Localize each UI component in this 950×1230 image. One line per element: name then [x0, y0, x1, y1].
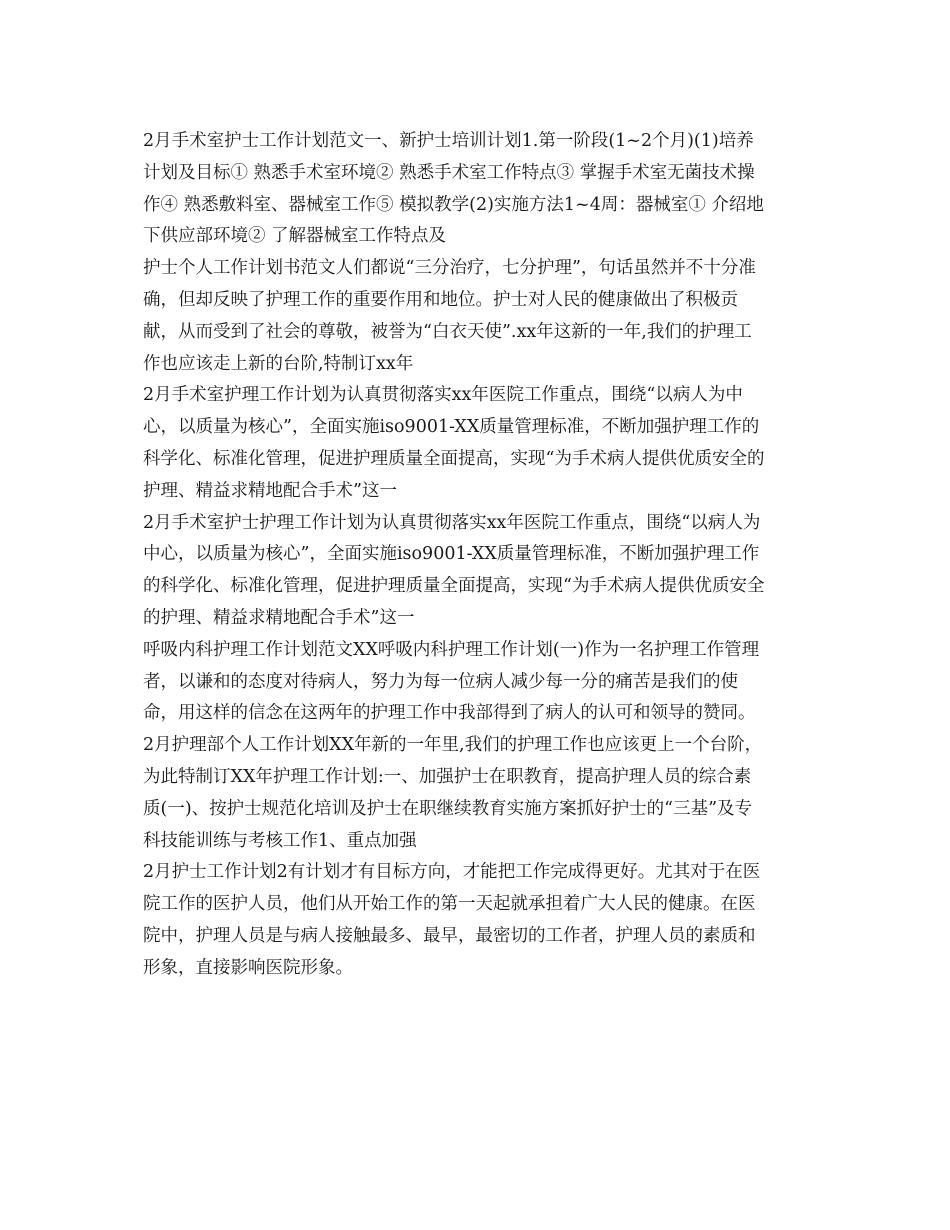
paragraph-line: 作④ 熟悉敷料室、器械室工作⑤ 模拟教学(2)实施方法1~4周：器械室① 介绍地: [143, 194, 764, 215]
paragraph-line: 命，用这样的信念在这两年的护理工作中我部得到了病人的认可和领导的赞同。: [143, 703, 756, 724]
paragraph-line: 2月护士工作计划2有计划才有目标方向，才能把工作完成得更好。尤其对于在医: [143, 862, 761, 883]
paragraph-line: 院工作的医护人员，他们从开始工作的第一天起就承担着广大人民的健康。在医: [143, 894, 756, 915]
paragraph-line: 质(一)、按护士规范化培训及护士在职继续教育实施方案抓好护士的“三基”及专: [143, 798, 753, 819]
paragraph-line: 中心，以质量为核心”，全面实施iso9001-XX质量管理标准，不断加强护理工作: [143, 544, 760, 565]
paragraph-3: [143, 380, 813, 507]
paragraph-line: 护理、精益求精地配合手术”这一: [143, 480, 397, 501]
paragraph-line: 的科学化、标准化管理，促进护理质量全面提高，实现“为手术病人提供优质安全: [143, 576, 765, 597]
paragraph-5: [143, 635, 813, 730]
paragraph-line: 者，以谦和的态度对待病人，努力为每一位病人减少每一分的痛苦是我们的使: [143, 671, 738, 692]
paragraph-1: [143, 126, 813, 253]
paragraph-line: 科技能训练与考核工作1、重点加强: [143, 830, 417, 851]
paragraph-line: 下供应部环境② 了解器械室工作特点及: [143, 226, 447, 247]
paragraph-line: 作也应该走上新的台阶,特制订xx年: [143, 353, 414, 374]
paragraph-line: 呼吸内科护理工作计划范文XX呼吸内科护理工作计划(一)作为一名护理工作管理: [143, 639, 760, 660]
paragraph-2: [143, 253, 813, 380]
paragraph-line: 2月手术室护士护理工作计划为认真贯彻落实xx年医院工作重点，围绕“以病人为: [143, 512, 761, 533]
paragraph-line: 为此特制订XX年护理工作计划:一、加强护士在职教育，提高护理人员的综合素: [143, 766, 752, 787]
paragraph-line: 护士个人工作计划书范文人们都说“三分治疗，七分护理”，句话虽然并不十分准: [143, 258, 756, 279]
paragraph-line: 献，从而受到了社会的尊敬，被誉为“白衣天使”.xx年这新的一年,我们的护理工: [143, 321, 752, 342]
paragraph-line: 科学化、标准化管理，促进护理质量全面提高，实现“为手术病人提供优质安全的: [143, 448, 765, 469]
paragraph-line: 计划及目标① 熟悉手术室环境② 熟悉手术室工作特点③ 掌握手术室无菌技术操: [143, 162, 755, 183]
paragraph-line: 2月手术室护士工作计划范文一、新护士培训计划1.第一阶段(1~2个月)(1)培养: [143, 131, 754, 151]
paragraph-line: 2月护理部个人工作计划XX年新的一年里,我们的护理工作也应该更上一个台阶，: [143, 735, 763, 756]
paragraph-line: 确，但却反映了护理工作的重要作用和地位。护士对人民的健康做出了积极贡: [143, 289, 738, 310]
paragraph-line: 形象，直接影响医院形象。: [143, 957, 353, 978]
paragraph-6: [143, 730, 813, 857]
paragraph-4: [143, 508, 813, 635]
paragraph-line: 2月手术室护理工作计划为认真贯彻落实xx年医院工作重点，围绕“以病人为中: [143, 385, 743, 406]
paragraph-7: [143, 857, 813, 984]
paragraph-line: 的护理、精益求精地配合手术”这一: [143, 607, 415, 628]
paragraph-line: 心，以质量为核心”，全面实施iso9001-XX质量管理标准，不断加强护理工作的: [143, 417, 760, 438]
paragraph-line: 院中，护理人员是与病人接触最多、最早，最密切的工作者，护理人员的素质和: [143, 925, 756, 946]
document-body: [143, 126, 813, 985]
